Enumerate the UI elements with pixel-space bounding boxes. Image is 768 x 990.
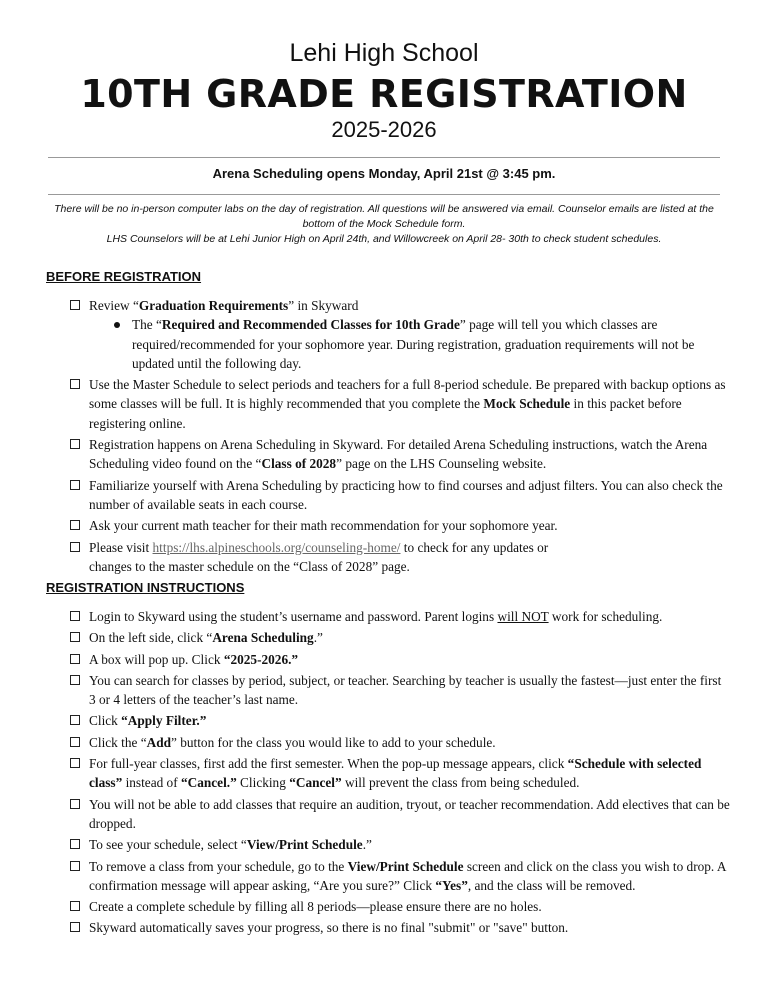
checkbox[interactable] bbox=[70, 839, 80, 849]
checkbox[interactable] bbox=[70, 675, 80, 685]
checklist-item: A box will pop up. Click “2025-2026.” bbox=[70, 650, 730, 669]
checkbox[interactable] bbox=[70, 737, 80, 747]
registration-instructions-heading: REGISTRATION INSTRUCTIONS bbox=[46, 580, 245, 595]
checkbox[interactable] bbox=[70, 480, 80, 490]
notice bbox=[50, 202, 718, 247]
before-registration-list bbox=[70, 296, 730, 578]
checkbox[interactable] bbox=[70, 542, 80, 552]
checkbox[interactable] bbox=[70, 901, 80, 911]
checklist-item: For full-year classes, first add the first semester. When the pop-up message appears, click “Schedule with selected class” instead of “Cancel.” Clicking “Cancel” will prevent the class from being scheduled. bbox=[70, 754, 730, 793]
counseling-link[interactable]: https://lhs.alpineschools.org/counseling-home/ bbox=[152, 539, 401, 555]
sub-list-item: The “Required and Recommended Classes for 10th Grade” page will tell you which classes are required/recommended for your sophomore year. During registration, graduation requirements will not be updated until the following day. bbox=[89, 315, 730, 373]
checkbox[interactable] bbox=[70, 439, 80, 449]
checklist-item: You can search for classes by period, subject, or teacher. Searching by teacher is usually the fastest—just enter the first 3 or 4 letters of the teacher’s last name. bbox=[70, 671, 730, 710]
checklist-item: Ask your current math teacher for their math recommendation for your sophomore year. bbox=[70, 516, 730, 535]
checklist-item: Skyward automatically saves your progress, so there is no final "submit" or "save" button. bbox=[70, 918, 730, 937]
page-title: 10TH GRADE REGISTRATION bbox=[80, 72, 688, 116]
checkbox[interactable] bbox=[70, 654, 80, 664]
checkbox[interactable] bbox=[70, 758, 80, 768]
checklist-item: Registration happens on Arena Scheduling in Skyward. For detailed Arena Scheduling instructions, watch the Arena Scheduling video found on the “Class of 2028” page on the LHS Counseling website. bbox=[70, 435, 730, 474]
checklist-item: On the left side, click “Arena Scheduling.” bbox=[70, 628, 730, 647]
notice-line-1: There will be no in-person computer labs on the day of registration. All questions will be answered via email. Counselor emails are listed at the bottom of the Mock Schedule form. bbox=[54, 203, 714, 230]
checkbox[interactable] bbox=[70, 379, 80, 389]
checkbox[interactable] bbox=[70, 922, 80, 932]
school-year: 2025-2026 bbox=[331, 117, 437, 142]
checkbox[interactable] bbox=[70, 799, 80, 809]
checklist-item: You will not be able to add classes that require an audition, tryout, or teacher recommendation. Add electives that can be dropped. bbox=[70, 795, 730, 834]
divider-bottom bbox=[48, 194, 720, 195]
checklist-item: Familiarize yourself with Arena Scheduling by practicing how to find courses and adjust filters. You can also check the number of available seats in each course. bbox=[70, 476, 730, 515]
notice-line-2: LHS Counselors will be at Lehi Junior High on April 24th, and Willowcreek on April 28- 30th to check student schedules. bbox=[106, 233, 662, 245]
checkbox[interactable] bbox=[70, 300, 80, 310]
checklist-item: Create a complete schedule by filling all 8 periods—please ensure there are no holes. bbox=[70, 897, 730, 916]
bullet-icon bbox=[114, 322, 120, 328]
school-name: Lehi High School bbox=[289, 39, 479, 67]
checklist-item: Click the “Add” button for the class you would like to add to your schedule. bbox=[70, 733, 730, 752]
checklist-item: Login to Skyward using the student’s username and password. Parent logins will NOT work for scheduling. bbox=[70, 607, 730, 626]
checklist-item: Use the Master Schedule to select periods and teachers for a full 8-period schedule. Be prepared with backup options as some classes will be full. It is highly recommended that you complete the Mock Schedule in this packet before registering online. bbox=[70, 375, 730, 433]
checkbox[interactable] bbox=[70, 861, 80, 871]
checkbox[interactable] bbox=[70, 715, 80, 725]
checklist-item: Click “Apply Filter.” bbox=[70, 711, 730, 730]
checklist-item: To see your schedule, select “View/Print Schedule.” bbox=[70, 835, 730, 854]
checklist-item: To remove a class from your schedule, go to the View/Print Schedule screen and click on the class you wish to drop. A confirmation message will appear asking, “Are you sure?” Click “Yes”, and the class will be removed. bbox=[70, 857, 730, 896]
checklist-item: Please visit https://lhs.alpineschools.org/counseling-home/ to check for any updates or changes to the master schedule on the “Class of 2028” page. bbox=[70, 538, 730, 577]
registration-instructions-list bbox=[70, 607, 730, 940]
checkbox[interactable] bbox=[70, 611, 80, 621]
before-registration-heading: BEFORE REGISTRATION bbox=[46, 269, 202, 284]
checklist-item: Review “Graduation Requirements” in Skyward The “Required and Recommended Classes for 10th Grade” page will tell you which classes are required/recommended for your sophomore year. During registration, graduation requirements will not be updated until the following day. bbox=[70, 296, 730, 373]
opening-announcement: Arena Scheduling opens Monday, April 21st @ 3:45 pm. bbox=[212, 166, 556, 181]
checkbox[interactable] bbox=[70, 520, 80, 530]
checkbox[interactable] bbox=[70, 632, 80, 642]
divider-top bbox=[48, 157, 720, 158]
